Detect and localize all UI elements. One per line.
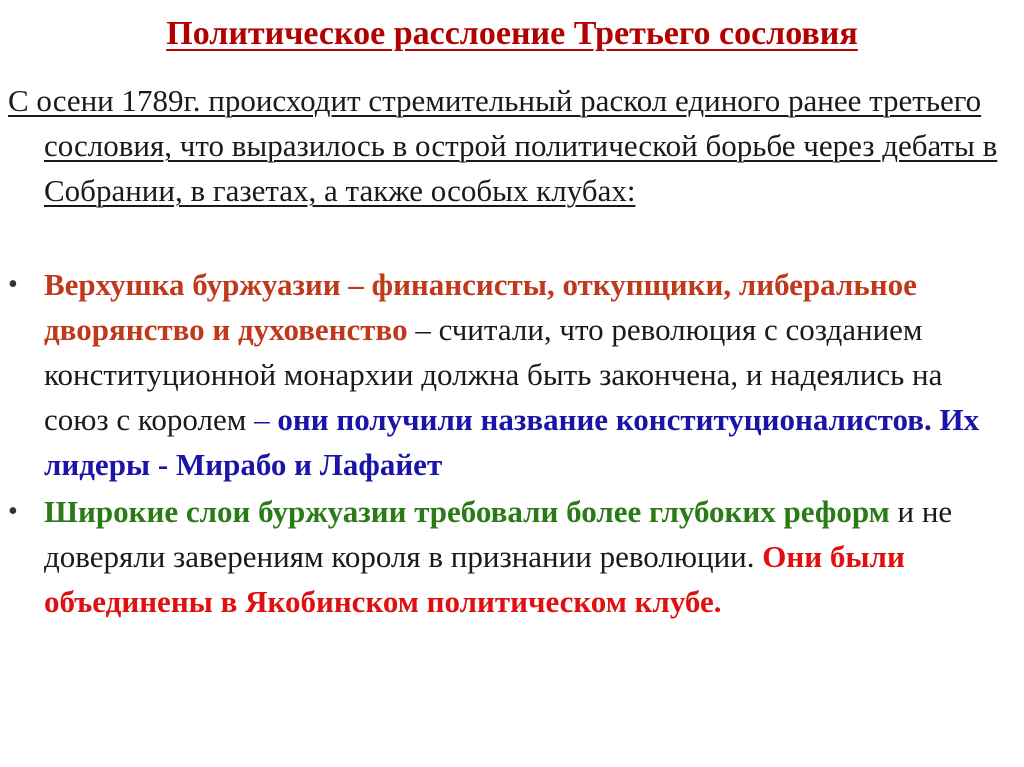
intro-paragraph: С осени 1789г. происходит стремительный раскол единого ранее третьего сословия, что выразилось в острой политической борьбе через дебаты в Собрании, в газетах, а также особых клубах: [8, 83, 998, 208]
bullet-item-constitutionalists [8, 262, 998, 487]
bullet-1-text: – считали, что революция с созданием конституционной монархии должна быть закончена, и надеялись на союз с королем [44, 312, 943, 437]
bullet-2-text: и не доверяли заверениям короля в признании революции. [44, 494, 953, 574]
bullet-list [8, 262, 998, 624]
bullet-item-jacobins [8, 489, 998, 624]
bullet-2-emphasis: Они были объединены в Якобинском политическом клубе. [44, 539, 905, 619]
bullet-1-highlight: Верхушка буржуазии – финансисты, откупщики, либеральное дворянство и духовенство [44, 267, 917, 347]
bullet-1-dash: – [254, 402, 270, 437]
slide-title: Политическое расслоение Третьего сословия [166, 15, 858, 52]
bullet-icon: • [8, 496, 18, 527]
bullet-1-emphasis: они получили название конституционалистов. Их лидеры - Мирабо и Лафайет [44, 402, 980, 482]
bullet-icon: • [8, 269, 18, 300]
bullet-2-highlight: Широкие слои буржуазии требовали более глубоких реформ [44, 494, 890, 529]
